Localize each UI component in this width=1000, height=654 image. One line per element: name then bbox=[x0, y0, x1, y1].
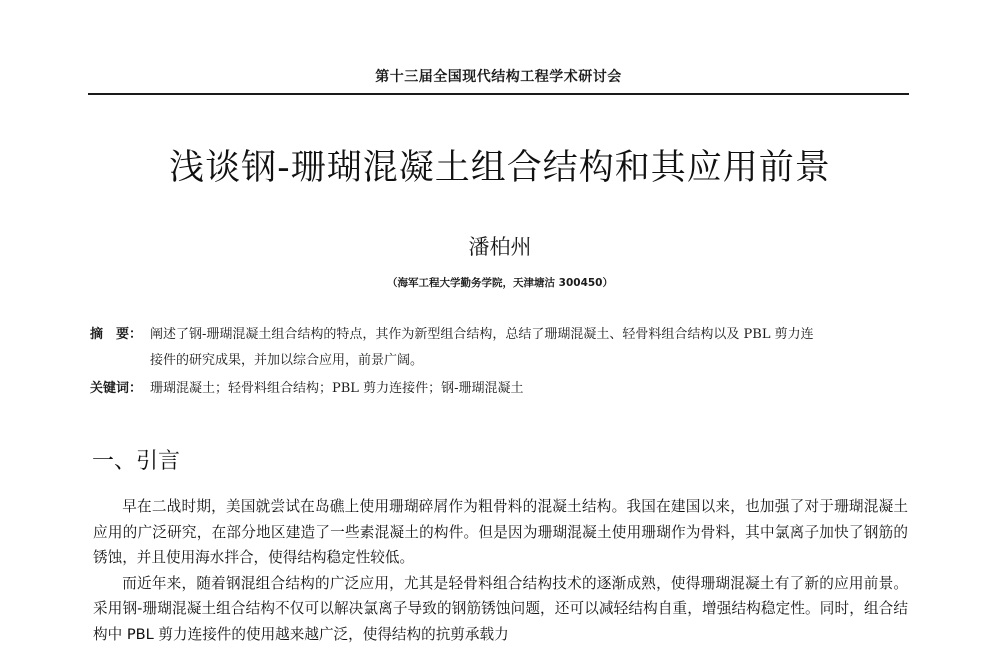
abstract-text-line2: 接件的研究成果，并加以综合应用，前景广阔。 bbox=[150, 353, 424, 368]
author-affiliation: （海军工程大学勤务学院，天津塘沽 300450） bbox=[387, 277, 613, 289]
header-rule bbox=[88, 93, 909, 95]
abstract-text-line1: 阐述了钢-珊瑚混凝土组合结构的特点，其作为新型组合结构，总结了珊瑚混凝土、轻骨料组合结构以及 PBL 剪力连 bbox=[150, 327, 814, 342]
running-header: 第十三届全国现代结构工程学术研讨会 bbox=[375, 69, 622, 85]
abstract-row bbox=[90, 322, 915, 348]
abstract-label: 摘 要： bbox=[90, 327, 143, 342]
body-text bbox=[93, 494, 908, 647]
abstract-block bbox=[90, 322, 915, 402]
author-name: 潘柏州 bbox=[468, 235, 532, 259]
paper-title: 浅谈钢-珊瑚混凝土组合结构和其应用前景 bbox=[169, 148, 831, 188]
keywords-label: 关键词： bbox=[90, 381, 143, 396]
paragraph: 而近年来，随着钢混组合结构的广泛应用，尤其是轻骨料组合结构技术的逐渐成熟，使得珊瑚混凝土有了新的应用前景。采用钢-珊瑚混凝土组合结构不仅可以解决氯离子导致的钢筋锈蚀问题，还可以减轻结构自重，增强结构稳定性。同时，组合结构中 PBL 剪力连接件的使用越来越广泛，使得结构的抗剪承载力 bbox=[93, 574, 908, 643]
section-heading: 一、引言 bbox=[92, 449, 181, 474]
paragraph: 早在二战时期，美国就尝试在岛礁上使用珊瑚碎屑作为粗骨料的混凝土结构。我国在建国以来，也加强了对于珊瑚混凝土应用的广泛研究，在部分地区建造了一些素混凝土的构件。但是因为珊瑚混凝土使用珊瑚作为骨料，其中氯离子加快了钢筋的锈蚀，并且使用海水拌合，使得结构稳定性较低。 bbox=[93, 498, 908, 566]
keywords-text: 珊瑚混凝土；轻骨料组合结构；PBL 剪力连接件；钢-珊瑚混凝土 bbox=[150, 381, 524, 396]
keywords-row bbox=[90, 376, 915, 402]
